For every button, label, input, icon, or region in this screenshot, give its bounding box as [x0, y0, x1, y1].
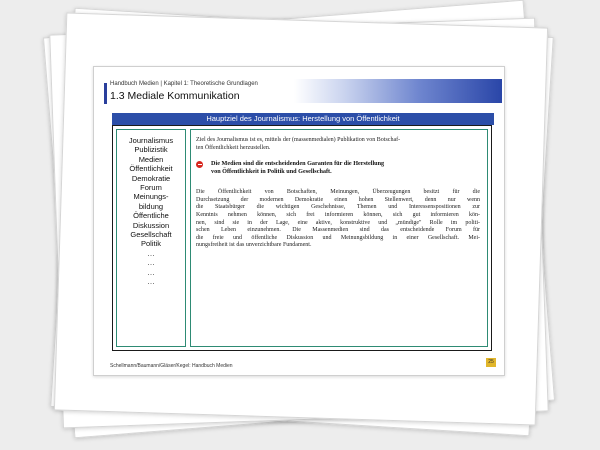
keyword-item: Gesellschaft	[130, 230, 172, 240]
keyword-item: bildung	[138, 201, 164, 211]
body-line: schen Leben einzunehmen. Die Massenmedien sind das entscheidende Forum für	[196, 227, 480, 234]
key-statement-text	[211, 160, 384, 176]
intro-line: Ziel des Journalismus ist es, mittels der (massenmedialen) Publikation von Botschaf-	[196, 137, 401, 143]
body-line: die Staatsbürger die wichtigen Geschehnisse, Themen und Interessenspositionen zur	[196, 204, 480, 211]
keyword-item: …	[147, 277, 155, 287]
header-accent-bar	[104, 83, 107, 104]
page-title: 1.3 Mediale Kommunikation	[110, 90, 240, 102]
breadcrumb: Handbuch Medien | Kapitel 1: Theoretische Grundlagen	[110, 81, 258, 87]
keyword-item: Öffentliche	[133, 211, 169, 221]
body-line: nungsfreiheit ist das unverzichtbare Fundament.	[196, 242, 312, 249]
keyword-item: …	[147, 248, 155, 258]
key-statement	[196, 160, 480, 176]
keyword-item: Journalismus	[128, 136, 174, 145]
intro-line: ten Öffentlichkeit herzustellen.	[196, 144, 271, 151]
body-line: Durchsetzung der modernen Demokratie einen hohen Stellenwert, denn nur wenn	[196, 196, 480, 203]
keyword-item: Diskussion	[132, 220, 170, 230]
keyword-item: …	[147, 267, 155, 277]
keyword-item: Öffentlichkeit	[129, 164, 173, 174]
page-number-badge: 25	[486, 358, 496, 367]
body-line: Die Öffentlichkeit von Botschaften, Meinungen, Überzeugungen besitzt für die	[196, 189, 480, 196]
section-banner: Hauptziel des Journalismus: Herstellung von Öffentlichkeit	[112, 113, 494, 125]
keyword-item: Publizistik	[134, 145, 168, 155]
body-paragraph	[196, 189, 480, 250]
keyword-item: Politik	[140, 239, 161, 249]
text-content	[196, 137, 480, 250]
header-gradient-graphic	[294, 79, 502, 103]
footer-citation: Schellmann/Baumann/Gläser/Kegel: Handbuch Medien	[110, 363, 233, 369]
keyword-item: Demokratie	[131, 173, 171, 183]
keyword-item: Forum	[140, 183, 162, 193]
keyword-item: Meinungs-	[133, 192, 169, 202]
body-line: die freie und öffentliche Diskussion und Meinungsbildung in einer Gesellschaft. Mei-	[196, 234, 480, 241]
keyword-item: Medien	[138, 154, 164, 164]
keyword-item: …	[147, 258, 155, 268]
bullet-arrow-icon	[196, 161, 203, 168]
slide-page	[93, 66, 505, 376]
body-line: nen, sind sie in der Lage, eine aktive, konstruktive und „mündige" Rolle im politi-	[196, 219, 480, 226]
keyword-list	[116, 136, 186, 287]
body-line: Kenntnis nehmen können, sich frei informieren können, sich gut informieren kön-	[196, 211, 480, 218]
key-statement-line: Die Medien sind die entscheidenden Garanten für die Herstellung	[211, 160, 385, 168]
key-statement-line: von Öffentlichkeit in Politik und Gesellschaft.	[211, 168, 332, 176]
intro-paragraph	[196, 137, 480, 152]
